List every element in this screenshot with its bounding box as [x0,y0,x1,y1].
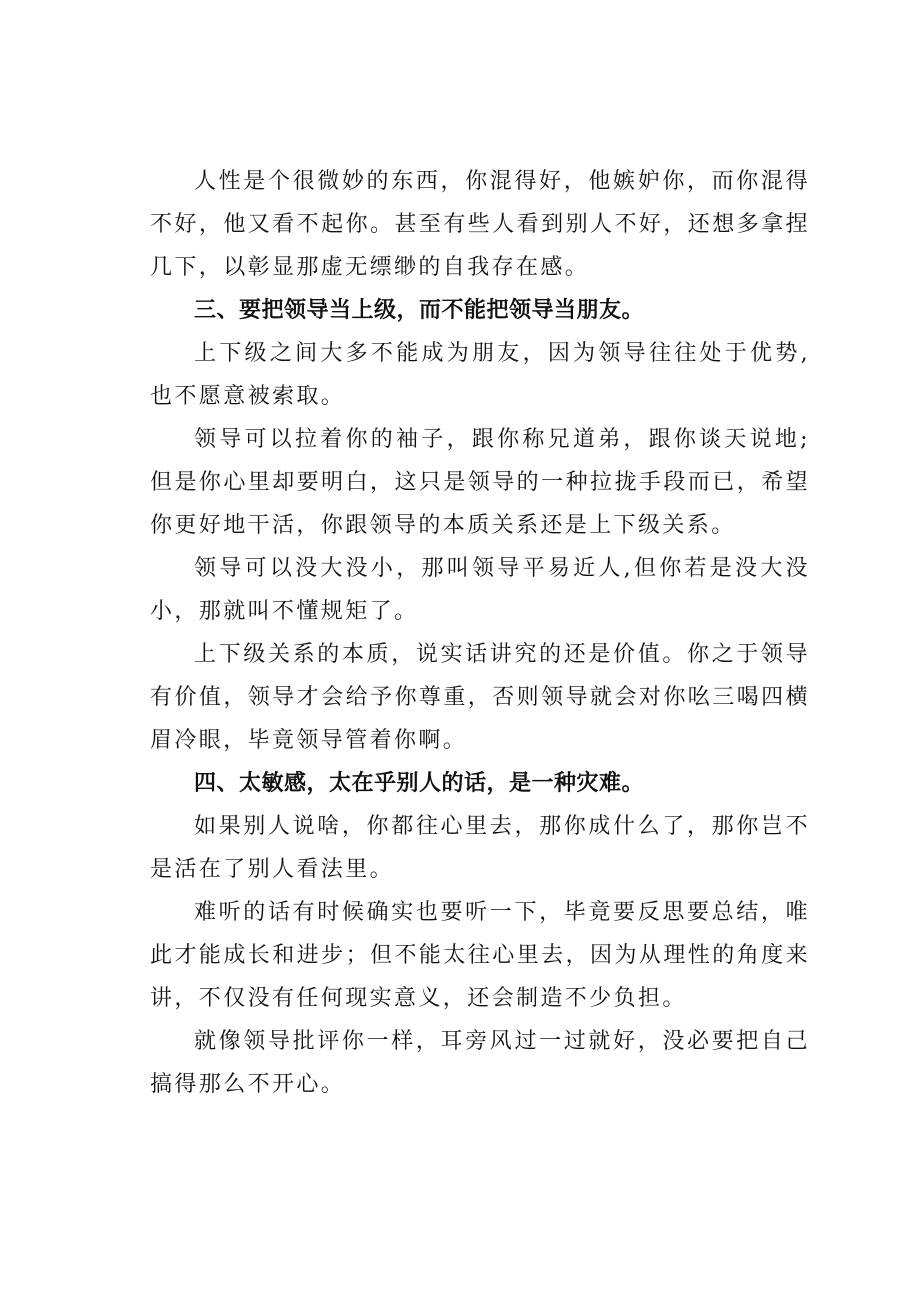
paragraph-superior-not-friend: 上下级之间大多不能成为朋友，因为领导往往处于优势,也不愿意被索取。 [150,341,810,409]
paragraph-human-nature: 人性是个很微妙的东西，你混得好，他嫉妒你，而你混得不好，他又看不起你。甚至有些人看到别人不好，还想多拿捏几下，以彰显那虚无缥缈的自我存在感。 [150,169,810,280]
paragraph-rules: 领导可以没大没小，那叫领导平易近人,但你若是没大没小，那就叫不懂规矩了。 [150,556,810,624]
paragraph-criticism-growth: 难听的话有时候确实也要听一下，毕竟要反思要总结，唯此才能成长和进步；但不能太往心里去，因为从理性的角度来讲，不仅没有任何现实意义，还会制造不少负担。 [150,900,810,1011]
paragraph-leader-tactics: 领导可以拉着你的袖子，跟你称兄道弟，跟你谈天说地;但是你心里却要明白，这只是领导的一种拉拢手段而已，希望你更好地干活，你跟领导的本质关系还是上下级关系。 [150,427,810,538]
paragraph-value: 上下级关系的本质，说实话讲究的还是价值。你之于领导有价值，领导才会给予你尊重，否则领导就会对你吆三喝四横眉冷眼，毕竟领导管着你啊。 [150,642,810,753]
document-page [150,160,810,1106]
heading-section-three: 三、要把领导当上级，而不能把领导当朋友。 [194,298,645,323]
heading-section-four: 四、太敏感，太在乎别人的话，是一种灾难。 [194,771,645,796]
paragraph-let-it-go: 就像领导批评你一样，耳旁风过一过就好，没必要把自己搞得那么不开心。 [150,1029,810,1097]
paragraph-others-opinions: 如果别人说啥，你都往心里去，那你成什么了，那你岂不是活在了别人看法里。 [150,814,810,882]
